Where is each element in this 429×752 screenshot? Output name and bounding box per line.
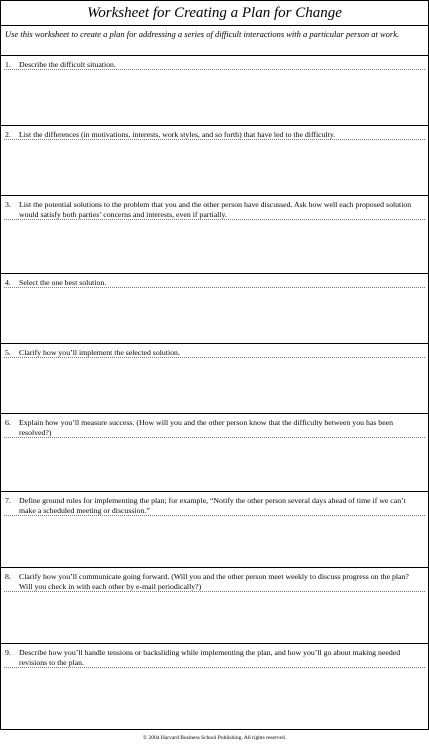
title-row xyxy=(1,1,428,26)
question-3 xyxy=(1,196,428,220)
dotted-line xyxy=(4,287,425,288)
question-text: Describe how you’ll handle tensions or backsliding while implementing the plan, and how you’ll go about making needed revisions to the plan. xyxy=(19,648,401,667)
question-1 xyxy=(1,56,428,70)
question-6 xyxy=(1,414,428,438)
question-text: Explain how you’ll measure success. (How will you and the other person know that the difficulty between you has been resolved?) xyxy=(19,418,394,437)
question-number: 9. xyxy=(5,648,11,657)
question-number: 8. xyxy=(5,572,11,581)
dotted-line xyxy=(4,667,425,668)
question-text: Define ground rules for implementing the plan; for example, “Notify the other person several days ahead of time if we can’t make a scheduled meeting or discussion.” xyxy=(19,496,406,515)
question-2 xyxy=(1,126,428,140)
question-number: 4. xyxy=(5,278,11,287)
question-section-9[interactable] xyxy=(1,644,428,724)
question-number: 2. xyxy=(5,130,11,139)
dotted-line xyxy=(4,591,425,592)
question-7 xyxy=(1,492,428,516)
question-section-4[interactable] xyxy=(1,274,428,344)
question-text: List the differences (in motivations, interests, work styles, and so forth) that have led to the difficulty. xyxy=(19,130,336,139)
question-text: Clarify how you’ll communicate going forward. (Will you and the other person meet weekly to discuss progress on the plan? Will you check in with each other by e-mail periodically?) xyxy=(19,572,409,591)
question-number: 3. xyxy=(5,200,11,209)
question-section-6[interactable] xyxy=(1,414,428,492)
intro-row xyxy=(1,26,428,56)
question-9 xyxy=(1,644,428,668)
question-text: List the potential solutions to the problem that you and the other person have discussed. Ask how well each proposed solution would satisfy both parties’ concerns and interests, even if partially. xyxy=(19,200,412,219)
question-section-8[interactable] xyxy=(1,568,428,644)
question-section-5[interactable] xyxy=(1,344,428,414)
question-text: Describe the difficult situation. xyxy=(19,60,116,69)
intro-text: Use this worksheet to create a plan for addressing a series of difficult interactions with a particular person at work. xyxy=(5,29,400,39)
question-4 xyxy=(1,274,428,288)
dotted-line xyxy=(4,219,425,220)
question-number: 6. xyxy=(5,418,11,427)
question-5 xyxy=(1,344,428,358)
dotted-line xyxy=(4,139,425,140)
question-section-1[interactable] xyxy=(1,56,428,126)
question-text: Clarify how you’ll implement the selected solution. xyxy=(19,348,180,357)
question-number: 7. xyxy=(5,496,11,505)
question-number: 5. xyxy=(5,348,11,357)
dotted-line xyxy=(4,357,425,358)
question-section-3[interactable] xyxy=(1,196,428,274)
dotted-line xyxy=(4,515,425,516)
question-section-7[interactable] xyxy=(1,492,428,568)
copyright-footer: © 2004 Harvard Business School Publishing. All rights reserved. xyxy=(142,735,287,741)
question-text: Select the one best solution. xyxy=(19,278,107,287)
worksheet-title: Worksheet for Creating a Plan for Change xyxy=(87,5,342,21)
question-8 xyxy=(1,568,428,592)
dotted-line xyxy=(4,69,425,70)
question-section-2[interactable] xyxy=(1,126,428,196)
question-number: 1. xyxy=(5,60,11,69)
dotted-line xyxy=(4,437,425,438)
